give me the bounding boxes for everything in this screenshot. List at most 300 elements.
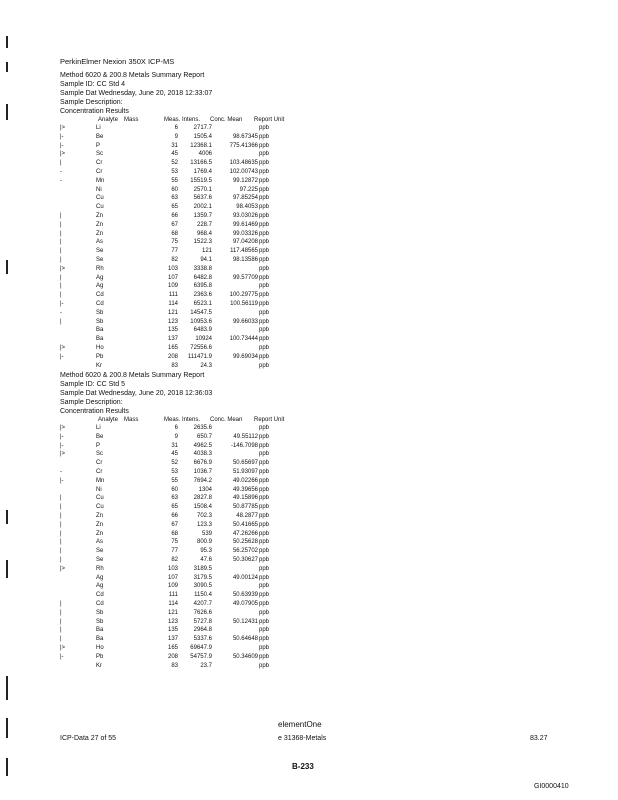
row-concentration: 49.02266 bbox=[232, 477, 258, 484]
row-mass: 68 bbox=[171, 530, 178, 537]
row-flag: - bbox=[60, 177, 62, 184]
row-flag: | bbox=[60, 248, 62, 255]
row-analyte: Zn bbox=[96, 513, 104, 519]
row-intensity: 10953.6 bbox=[190, 318, 212, 325]
row-unit: ppb bbox=[259, 486, 270, 493]
sample-id-2: Sample ID: CC Std 5 bbox=[60, 381, 125, 388]
table-row bbox=[0, 635, 618, 643]
col-unit: Report Unit bbox=[254, 417, 285, 423]
table-row bbox=[0, 503, 618, 511]
table-row bbox=[0, 238, 618, 246]
row-flag: |- bbox=[60, 477, 64, 484]
row-unit: ppb bbox=[259, 257, 270, 263]
table-row bbox=[0, 133, 618, 141]
row-mass: 123 bbox=[167, 618, 178, 625]
row-mass: 103 bbox=[167, 565, 178, 572]
row-analyte: Ba bbox=[96, 636, 104, 643]
row-analyte: Ni bbox=[96, 486, 102, 493]
row-flag: - bbox=[60, 469, 62, 475]
row-analyte: Se bbox=[96, 257, 104, 263]
row-analyte: Cu bbox=[96, 504, 104, 511]
row-concentration: 49.39656 bbox=[232, 486, 258, 493]
row-concentration: 93.03026 bbox=[232, 213, 258, 219]
table-row bbox=[0, 282, 618, 290]
row-intensity: 2717.7 bbox=[193, 125, 212, 131]
scan-edge-mark bbox=[6, 758, 8, 776]
row-unit: ppb bbox=[259, 645, 270, 651]
row-mass: 123 bbox=[167, 318, 178, 325]
row-concentration: 99.12872 bbox=[232, 177, 258, 184]
row-analyte: Pb bbox=[96, 353, 104, 360]
table-row bbox=[0, 468, 618, 476]
row-intensity: 3338.8 bbox=[193, 265, 212, 272]
row-analyte: As bbox=[96, 239, 104, 246]
row-analyte: Mn bbox=[96, 177, 105, 184]
row-intensity: 94.1 bbox=[200, 257, 212, 263]
row-unit: ppb bbox=[259, 521, 270, 528]
sample-date-2: Sample Dat Wednesday, June 20, 2018 12:36:03 bbox=[60, 390, 213, 397]
row-unit: ppb bbox=[259, 230, 270, 237]
row-analyte: Pb bbox=[96, 653, 104, 660]
row-analyte: Se bbox=[96, 248, 104, 255]
row-unit: ppb bbox=[259, 151, 270, 158]
row-concentration: 775.41366 bbox=[229, 142, 258, 149]
row-unit: ppb bbox=[259, 274, 270, 281]
row-concentration: 99.57709 bbox=[232, 274, 258, 281]
row-analyte: Li bbox=[96, 425, 101, 431]
row-mass: 53 bbox=[171, 169, 178, 175]
row-intensity: 539 bbox=[201, 530, 212, 537]
table-row bbox=[0, 318, 618, 326]
row-unit: ppb bbox=[259, 477, 270, 484]
table-row bbox=[0, 582, 618, 590]
table-row bbox=[0, 574, 618, 582]
table-row bbox=[0, 556, 618, 564]
row-intensity: 6523.1 bbox=[193, 301, 212, 307]
row-unit: ppb bbox=[259, 442, 270, 449]
row-concentration: 99.61469 bbox=[232, 221, 258, 228]
row-flag: |> bbox=[60, 645, 66, 651]
row-flag: | bbox=[60, 627, 62, 634]
col-analyte: Analyte bbox=[98, 117, 119, 123]
table-row bbox=[0, 618, 618, 626]
row-analyte: Ni bbox=[96, 186, 102, 193]
row-concentration: 98.13586 bbox=[232, 257, 258, 263]
row-mass: 103 bbox=[167, 265, 178, 272]
row-analyte: Sb bbox=[96, 309, 104, 316]
row-intensity: 3189.5 bbox=[193, 565, 212, 572]
table-row bbox=[0, 326, 618, 334]
row-mass: 208 bbox=[167, 653, 178, 660]
row-analyte: P bbox=[96, 442, 101, 449]
row-mass: 31 bbox=[171, 442, 178, 449]
scan-edge-mark bbox=[6, 104, 8, 120]
row-mass: 31 bbox=[171, 142, 178, 149]
table-row bbox=[0, 486, 618, 494]
row-intensity: 1508.4 bbox=[193, 504, 212, 511]
row-flag: |> bbox=[60, 451, 66, 458]
table-row bbox=[0, 124, 618, 132]
table-row bbox=[0, 600, 618, 608]
row-unit: ppb bbox=[259, 160, 270, 167]
document-id: GI0000410 bbox=[534, 783, 569, 790]
table-row bbox=[0, 194, 618, 202]
row-flag: | bbox=[60, 548, 62, 555]
row-intensity: 6676.9 bbox=[193, 460, 212, 467]
row-analyte: Be bbox=[96, 133, 104, 140]
row-intensity: 650.7 bbox=[196, 433, 212, 440]
row-flag: | bbox=[60, 557, 62, 563]
table-row bbox=[0, 230, 618, 238]
row-flag: - bbox=[60, 169, 62, 175]
row-intensity: 1150.4 bbox=[194, 592, 212, 599]
table-row bbox=[0, 159, 618, 167]
row-unit: ppb bbox=[259, 362, 270, 369]
table-row bbox=[0, 450, 618, 458]
row-mass: 67 bbox=[171, 221, 178, 228]
row-concentration: 98.4053 bbox=[236, 204, 258, 211]
row-intensity: 6483.9 bbox=[193, 327, 212, 334]
row-analyte: Kr bbox=[96, 362, 102, 369]
row-unit: ppb bbox=[259, 177, 270, 184]
row-intensity: 4207.7 bbox=[193, 601, 212, 607]
row-analyte: Sb bbox=[96, 609, 104, 616]
row-mass: 68 bbox=[171, 230, 178, 237]
row-concentration: 99.03326 bbox=[232, 230, 258, 237]
row-intensity: 1522.3 bbox=[193, 239, 212, 246]
row-concentration: 49.07905 bbox=[232, 601, 258, 607]
col-unit: Report Unit bbox=[254, 117, 285, 123]
row-mass: 137 bbox=[167, 636, 178, 643]
row-analyte: Zn bbox=[96, 230, 104, 237]
table-row bbox=[0, 494, 618, 502]
row-analyte: Ag bbox=[96, 574, 104, 581]
row-unit: ppb bbox=[259, 353, 270, 360]
row-analyte: Li bbox=[96, 125, 101, 131]
row-analyte: Cu bbox=[96, 495, 104, 502]
row-unit: ppb bbox=[259, 213, 270, 219]
row-intensity: 1769.4 bbox=[193, 169, 212, 175]
row-analyte: Sb bbox=[96, 618, 104, 625]
row-analyte: Ho bbox=[96, 345, 104, 351]
row-intensity: 5637.6 bbox=[193, 195, 212, 202]
row-concentration: 50.63939 bbox=[232, 592, 258, 599]
row-concentration: 51.93097 bbox=[232, 469, 258, 475]
row-intensity: 2363.6 bbox=[193, 292, 212, 299]
row-unit: ppb bbox=[259, 345, 270, 351]
table-row bbox=[0, 653, 618, 661]
row-unit: ppb bbox=[259, 336, 270, 343]
row-mass: 55 bbox=[171, 477, 178, 484]
row-analyte: Cr bbox=[96, 469, 103, 475]
row-mass: 55 bbox=[171, 177, 178, 184]
row-concentration: 100.73444 bbox=[229, 336, 258, 343]
row-analyte: Sc bbox=[96, 151, 104, 158]
table-row bbox=[0, 186, 618, 194]
row-mass: 60 bbox=[171, 186, 178, 193]
row-intensity: 2635.6 bbox=[193, 425, 212, 431]
row-mass: 45 bbox=[171, 451, 178, 458]
row-analyte: As bbox=[96, 539, 104, 546]
row-intensity: 3090.5 bbox=[193, 583, 212, 590]
row-unit: ppb bbox=[259, 636, 270, 643]
table-row bbox=[0, 265, 618, 273]
row-mass: 6 bbox=[174, 425, 178, 431]
row-intensity: 2964.8 bbox=[193, 627, 212, 634]
row-concentration: 48.2877 bbox=[236, 513, 258, 519]
row-analyte: Cd bbox=[96, 592, 104, 599]
row-intensity: 2827.8 bbox=[193, 495, 212, 502]
row-concentration: 97.225 bbox=[239, 186, 258, 193]
row-analyte: Ba bbox=[96, 627, 104, 634]
table-row bbox=[0, 247, 618, 255]
table-row bbox=[0, 521, 618, 529]
row-unit: ppb bbox=[259, 248, 270, 255]
table-row bbox=[0, 203, 618, 211]
row-unit: ppb bbox=[259, 662, 270, 669]
row-concentration: 50.87785 bbox=[232, 504, 258, 511]
row-concentration: 99.66033 bbox=[232, 318, 258, 325]
row-flag: |> bbox=[60, 151, 66, 158]
row-mass: 83 bbox=[171, 362, 178, 369]
row-intensity: 4038.3 bbox=[193, 451, 212, 458]
row-mass: 67 bbox=[171, 521, 178, 528]
scan-edge-mark bbox=[6, 676, 8, 700]
table-row bbox=[0, 609, 618, 617]
row-analyte: Ag bbox=[96, 274, 104, 281]
row-intensity: 228.7 bbox=[196, 221, 212, 228]
row-mass: 114 bbox=[168, 601, 178, 607]
col-intensity: Meas. Intens. bbox=[164, 117, 201, 123]
table-row bbox=[0, 591, 618, 599]
col-mass: Mass bbox=[124, 117, 139, 123]
table-row bbox=[0, 256, 618, 264]
row-analyte: Mn bbox=[96, 477, 105, 484]
row-unit: ppb bbox=[259, 583, 270, 590]
row-mass: 137 bbox=[167, 336, 178, 343]
row-mass: 66 bbox=[171, 213, 178, 219]
row-intensity: 1505.4 bbox=[193, 133, 212, 140]
row-unit: ppb bbox=[259, 169, 270, 175]
table-row bbox=[0, 300, 618, 308]
row-mass: 135 bbox=[167, 327, 178, 334]
row-intensity: 702.3 bbox=[196, 513, 212, 519]
brand-label: elementOne bbox=[278, 720, 322, 729]
row-concentration: 50.64648 bbox=[232, 636, 258, 643]
col-mass: Mass bbox=[124, 417, 139, 423]
row-concentration: 50.41665 bbox=[232, 521, 258, 528]
scan-edge-mark bbox=[6, 36, 8, 48]
row-unit: ppb bbox=[259, 204, 270, 211]
row-mass: 107 bbox=[167, 274, 178, 281]
col-analyte: Analyte bbox=[98, 417, 119, 423]
col-conc: Conc. Mean bbox=[210, 117, 243, 123]
row-analyte: Ag bbox=[96, 583, 104, 590]
row-flag: | bbox=[60, 213, 62, 219]
row-unit: ppb bbox=[259, 530, 270, 537]
row-mass: 83 bbox=[171, 662, 178, 669]
row-flag: | bbox=[60, 530, 62, 537]
row-flag: |> bbox=[60, 345, 66, 351]
row-intensity: 1036.7 bbox=[193, 469, 212, 475]
row-unit: ppb bbox=[259, 125, 270, 131]
row-mass: 65 bbox=[171, 204, 178, 211]
row-unit: ppb bbox=[259, 504, 270, 511]
row-concentration: 100.56119 bbox=[230, 301, 258, 307]
row-unit: ppb bbox=[259, 460, 270, 467]
table-row bbox=[0, 433, 618, 441]
row-flag: |- bbox=[60, 301, 64, 307]
row-mass: 52 bbox=[171, 460, 178, 467]
row-flag: | bbox=[60, 601, 62, 607]
table-row bbox=[0, 565, 618, 573]
row-intensity: 3179.5 bbox=[193, 574, 212, 581]
row-flag: | bbox=[60, 283, 62, 290]
concentration-results-label-2: Concentration Results bbox=[60, 408, 129, 415]
row-flag: | bbox=[60, 618, 62, 625]
row-mass: 65 bbox=[171, 504, 178, 511]
row-unit: ppb bbox=[259, 433, 270, 440]
row-mass: 109 bbox=[167, 583, 178, 590]
row-analyte: Kr bbox=[96, 662, 102, 669]
row-flag: | bbox=[60, 609, 62, 616]
row-analyte: Rh bbox=[96, 565, 104, 572]
row-analyte: Zn bbox=[96, 213, 104, 219]
row-mass: 135 bbox=[167, 627, 178, 634]
row-mass: 77 bbox=[171, 548, 178, 555]
row-unit: ppb bbox=[259, 265, 270, 272]
row-mass: 165 bbox=[167, 645, 178, 651]
table-row bbox=[0, 177, 618, 185]
row-concentration: 99.69034 bbox=[232, 353, 258, 360]
table-row bbox=[0, 353, 618, 361]
row-flag: | bbox=[60, 318, 62, 325]
row-unit: ppb bbox=[259, 318, 270, 325]
row-mass: 60 bbox=[171, 486, 178, 493]
table-row bbox=[0, 212, 618, 220]
row-intensity: 5337.6 bbox=[193, 636, 212, 643]
row-unit: ppb bbox=[259, 565, 270, 572]
row-unit: ppb bbox=[259, 513, 270, 519]
row-flag: |> bbox=[60, 425, 66, 431]
row-analyte: Zn bbox=[96, 530, 104, 537]
instrument-title: PerkinElmer Nexion 350X ICP-MS bbox=[60, 57, 175, 66]
row-unit: ppb bbox=[259, 301, 270, 307]
row-concentration: 47.26266 bbox=[232, 530, 258, 537]
row-concentration: 100.29775 bbox=[229, 292, 258, 299]
row-flag: | bbox=[60, 292, 62, 299]
row-intensity: 1304 bbox=[198, 486, 212, 493]
row-flag: - bbox=[60, 309, 62, 316]
row-analyte: Ba bbox=[96, 336, 104, 343]
row-flag: |- bbox=[60, 142, 64, 149]
row-intensity: 4962.5 bbox=[193, 442, 212, 449]
row-flag: | bbox=[60, 230, 62, 237]
row-analyte: Cd bbox=[96, 301, 104, 307]
job-number: e 31368-Metals bbox=[278, 735, 327, 742]
table-row bbox=[0, 291, 618, 299]
row-intensity: 800.9 bbox=[196, 539, 212, 546]
row-mass: 53 bbox=[171, 469, 178, 475]
row-flag: | bbox=[60, 521, 62, 528]
row-analyte: Zn bbox=[96, 221, 104, 228]
row-concentration: 102.00743 bbox=[229, 169, 258, 175]
row-unit: ppb bbox=[259, 653, 270, 660]
row-flag: | bbox=[60, 636, 62, 643]
row-flag: |- bbox=[60, 442, 64, 449]
row-analyte: Cd bbox=[96, 292, 104, 299]
row-analyte: Cu bbox=[96, 204, 104, 211]
row-analyte: Cr bbox=[96, 169, 103, 175]
row-analyte: Cu bbox=[96, 195, 104, 202]
row-concentration: 97.04208 bbox=[232, 239, 258, 246]
row-mass: 107 bbox=[167, 574, 178, 581]
row-intensity: 1359.7 bbox=[193, 213, 212, 219]
row-flag: | bbox=[60, 539, 62, 546]
row-flag: |- bbox=[60, 653, 64, 660]
table-row bbox=[0, 662, 618, 670]
row-concentration: 50.30627 bbox=[232, 557, 258, 563]
row-intensity: 24.3 bbox=[200, 362, 212, 369]
row-analyte: Ba bbox=[96, 327, 104, 334]
table-row bbox=[0, 512, 618, 520]
row-mass: 9 bbox=[174, 433, 178, 440]
row-flag: | bbox=[60, 160, 62, 167]
row-flag: | bbox=[60, 221, 62, 228]
row-concentration: 56.25702 bbox=[232, 548, 258, 555]
col-intensity: Meas. Intens. bbox=[164, 417, 201, 423]
row-unit: ppb bbox=[259, 495, 270, 502]
page-counter: ICP-Data 27 of 55 bbox=[60, 735, 117, 742]
row-analyte: Be bbox=[96, 433, 104, 440]
row-flag: | bbox=[60, 257, 62, 263]
row-intensity: 968.4 bbox=[196, 230, 212, 237]
row-unit: ppb bbox=[259, 451, 270, 458]
table-row bbox=[0, 168, 618, 176]
row-analyte: Zn bbox=[96, 521, 104, 528]
row-analyte: Se bbox=[96, 548, 104, 555]
row-mass: 82 bbox=[171, 257, 178, 263]
row-intensity: 121 bbox=[201, 248, 212, 255]
row-mass: 114 bbox=[168, 301, 178, 307]
scan-edge-mark bbox=[6, 718, 8, 738]
row-unit: ppb bbox=[259, 283, 270, 290]
row-unit: ppb bbox=[259, 239, 270, 246]
table-row bbox=[0, 442, 618, 450]
table-row bbox=[0, 424, 618, 432]
row-intensity: 69647.9 bbox=[190, 645, 212, 651]
table-row bbox=[0, 626, 618, 634]
sample-date: Sample Dat Wednesday, June 20, 2018 12:33:07 bbox=[60, 90, 213, 97]
row-concentration: 98.67345 bbox=[232, 133, 258, 140]
row-intensity: 10924 bbox=[195, 336, 212, 343]
row-unit: ppb bbox=[259, 618, 270, 625]
row-unit: ppb bbox=[259, 221, 270, 228]
row-analyte: Cd bbox=[96, 601, 104, 607]
row-unit: ppb bbox=[259, 133, 270, 140]
sample-description-2: Sample Description: bbox=[60, 399, 123, 406]
row-intensity: 72556.6 bbox=[190, 345, 212, 351]
row-intensity: 15519.5 bbox=[190, 177, 212, 184]
row-intensity: 7694.2 bbox=[193, 477, 212, 484]
row-intensity: 6395.8 bbox=[193, 283, 212, 290]
row-unit: ppb bbox=[259, 601, 270, 607]
row-mass: 45 bbox=[171, 151, 178, 158]
row-unit: ppb bbox=[259, 469, 270, 475]
row-concentration: 97.85254 bbox=[232, 195, 258, 202]
row-intensity: 14547.5 bbox=[190, 309, 212, 316]
row-mass: 111 bbox=[168, 292, 178, 299]
